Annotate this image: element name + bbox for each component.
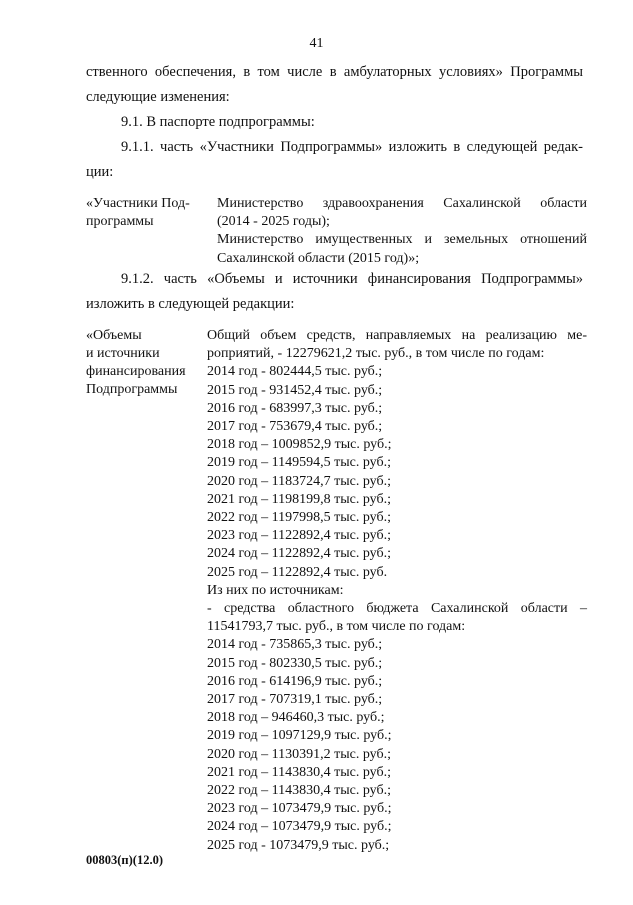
participants-label-line: «Участники Под- xyxy=(86,196,190,211)
participants-value xyxy=(217,195,587,268)
financing-label-line: финансирования xyxy=(86,364,186,379)
financing-label-line: Подпрограммы xyxy=(86,382,178,397)
section-9-1-2-line-1: 9.1.2. часть «Объемы и источники финансирования Подпрограммы» xyxy=(121,271,583,287)
financing-line: 2020 год – 1183724,7 тыс. руб.; xyxy=(207,473,391,489)
financing-line: 2021 год – 1143830,4 тыс. руб.; xyxy=(207,764,391,780)
page-number: 41 xyxy=(309,36,324,51)
financing-value xyxy=(207,327,587,855)
intro-line-2: следующие изменения: xyxy=(86,89,230,105)
financing-label xyxy=(86,327,186,399)
financing-line: 2025 год - 1073479,9 тыс. руб.; xyxy=(207,837,390,853)
financing-line: 2025 год – 1122892,4 тыс. руб. xyxy=(207,564,388,580)
financing-label-line: «Объемы xyxy=(86,328,142,343)
financing-line: роприятий, - 12279621,2 тыс. руб., в том числе по годам: xyxy=(207,346,545,362)
financing-line: 2017 год - 753679,4 тыс. руб.; xyxy=(207,419,383,435)
participants-line: Министерство здравоохранения Сахалинской области xyxy=(217,196,587,211)
financing-line: - средства областного бюджета Сахалинской области – xyxy=(207,601,587,617)
financing-line: 2023 год – 1122892,4 тыс. руб.; xyxy=(207,528,391,544)
section-9-1-2-line-2: изложить в следующей редакции: xyxy=(86,296,295,312)
financing-line: 2015 год - 802330,5 тыс. руб.; xyxy=(207,655,383,671)
financing-line: 2018 год – 1009852,9 тыс. руб.; xyxy=(207,437,392,453)
financing-line: 2014 год - 735865,3 тыс. руб.; xyxy=(207,637,383,653)
participants-line: Сахалинской области (2015 год)»; xyxy=(217,250,420,266)
section-9-1-1-line-2: ции: xyxy=(86,164,114,180)
participants-line: (2014 - 2025 годы); xyxy=(217,214,330,230)
financing-line: 2016 год - 683997,3 тыс. руб.; xyxy=(207,400,383,416)
participants-line: Министерство имущественных и земельных отношений xyxy=(217,232,587,248)
participants-label xyxy=(86,195,190,231)
financing-line: 2022 год – 1143830,4 тыс. руб.; xyxy=(207,783,391,799)
financing-line: 11541793,7 тыс. руб., в том числе по годам: xyxy=(207,619,466,635)
financing-line: 2021 год – 1198199,8 тыс. руб.; xyxy=(207,491,391,507)
section-9-1-1-line-1: 9.1.1. часть «Участники Подпрограммы» изложить в следующей редак- xyxy=(121,139,583,155)
financing-line: 2017 год - 707319,1 тыс. руб.; xyxy=(207,692,383,708)
financing-label-line: и источники xyxy=(86,346,160,361)
financing-line: 2018 год – 946460,3 тыс. руб.; xyxy=(207,710,385,726)
participants-label-line: программы xyxy=(86,214,154,229)
financing-line: 2015 год - 931452,4 тыс. руб.; xyxy=(207,382,383,398)
financing-line: 2024 год – 1122892,4 тыс. руб.; xyxy=(207,546,391,562)
financing-line: 2024 год – 1073479,9 тыс. руб.; xyxy=(207,819,392,835)
financing-line: Общий объем средств, направляемых на реализацию ме- xyxy=(207,328,587,343)
intro-line-1: ственного обеспечения, в том числе в амбулаторных условиях» Программы xyxy=(86,64,583,80)
document-code: 00803(п)(12.0) xyxy=(86,853,163,867)
financing-line: 2022 год – 1197998,5 тыс. руб.; xyxy=(207,510,391,526)
financing-line: 2020 год – 1130391,2 тыс. руб.; xyxy=(207,746,391,762)
financing-line: 2016 год - 614196,9 тыс. руб.; xyxy=(207,673,383,689)
section-9-1-heading: 9.1. В паспорте подпрограммы: xyxy=(121,114,315,130)
financing-line: 2019 год – 1149594,5 тыс. руб.; xyxy=(207,455,391,471)
financing-line: Из них по источникам: xyxy=(207,582,344,598)
financing-line: 2019 год – 1097129,9 тыс. руб.; xyxy=(207,728,392,744)
financing-line: 2014 год - 802444,5 тыс. руб.; xyxy=(207,364,383,380)
financing-line: 2023 год – 1073479,9 тыс. руб.; xyxy=(207,801,392,817)
